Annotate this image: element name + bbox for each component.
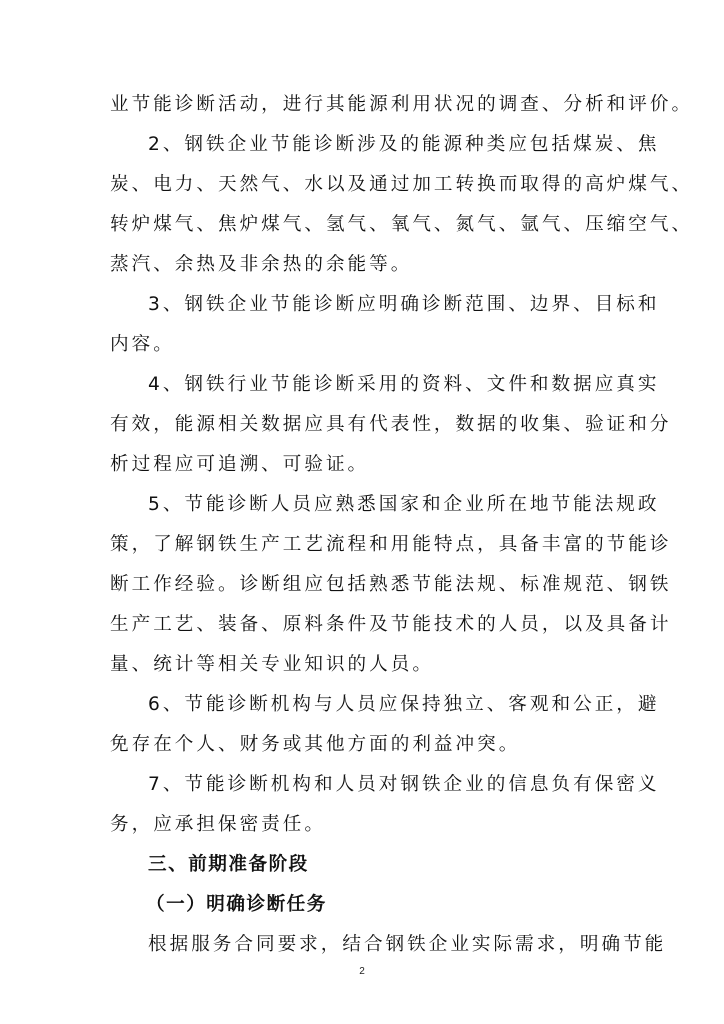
paragraph-line: 3、钢铁企业节能诊断应明确诊断范围、边界、目标和	[148, 294, 660, 315]
paragraph-line: 策，了解钢铁生产工艺流程和用能特点，具备丰富的节能诊	[110, 534, 672, 555]
paragraph-line: 量、统计等相关专业知识的人员。	[110, 654, 434, 675]
paragraph-line: 7、节能诊断机构和人员对钢铁企业的信息负有保密义	[148, 774, 660, 795]
subsection-heading: （一）明确诊断任务	[146, 894, 327, 915]
paragraph-line: 5、节能诊断人员应熟悉国家和企业所在地节能法规政	[148, 494, 660, 515]
paragraph-line: 蒸汽、余热及非余热的余能等。	[110, 254, 413, 275]
paragraph-line: 析过程应可追溯、可验证。	[110, 454, 370, 475]
paragraph-line: 免存在个人、财务或其他方面的利益冲突。	[110, 734, 521, 755]
paragraph-line: 断工作经验。诊断组应包括熟悉节能法规、标准规范、钢铁	[110, 574, 672, 595]
paragraph-line: 生产工艺、装备、原料条件及节能技术的人员，以及具备计	[110, 614, 672, 635]
paragraph-line: 内容。	[110, 334, 175, 355]
section-heading: 三、前期准备阶段	[148, 854, 309, 875]
paragraph-line: 业节能诊断活动，进行其能源利用状况的调查、分析和评价。	[110, 94, 694, 115]
paragraph-line: 4、钢铁行业节能诊断采用的资料、文件和数据应真实	[148, 374, 660, 395]
page-number: 2	[359, 966, 365, 977]
paragraph-line: 根据服务合同要求，结合钢铁企业实际需求，明确节能	[148, 934, 667, 955]
paragraph-line: 6、节能诊断机构与人员应保持独立、客观和公正，避	[148, 694, 660, 715]
paragraph-line: 转炉煤气、焦炉煤气、氢气、氧气、氮气、氩气、压缩空气、	[110, 214, 694, 235]
paragraph-line: 务，应承担保密责任。	[110, 814, 326, 835]
paragraph-line: 有效，能源相关数据应具有代表性，数据的收集、验证和分	[110, 414, 672, 435]
paragraph-line: 炭、电力、天然气、水以及通过加工转换而取得的高炉煤气、	[110, 174, 694, 195]
paragraph-line: 2、钢铁企业节能诊断涉及的能源种类应包括煤炭、焦	[148, 134, 660, 155]
